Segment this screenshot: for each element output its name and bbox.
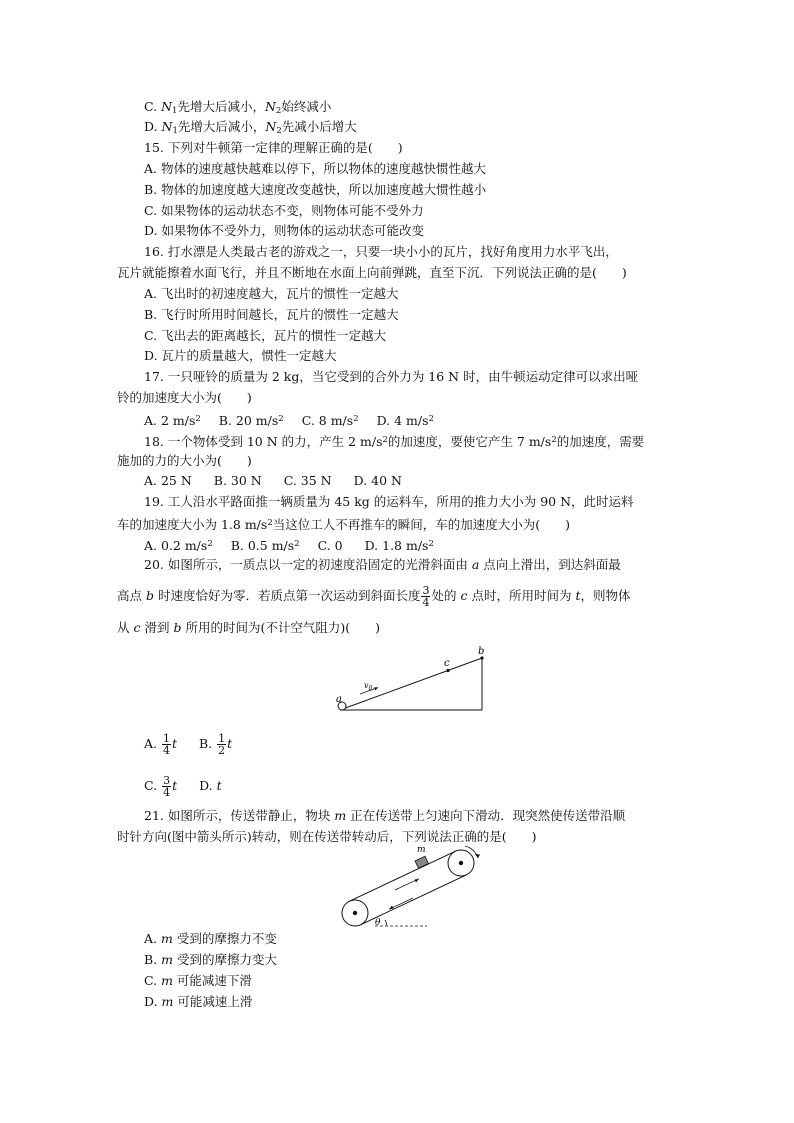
q17-option-a: A. 2 $m/s^2$ bbox=[144, 413, 201, 428]
q21-option-b: B. m 受到的摩擦力变大 bbox=[144, 952, 277, 967]
q16-option-a: A. 飞出时的初速度越大，瓦片的惯性一定越大 bbox=[144, 286, 399, 301]
label-c: c bbox=[444, 658, 450, 669]
q17-option-d: D. 4 $m/s^2$ bbox=[376, 413, 434, 428]
label-m: m bbox=[417, 845, 426, 855]
q17-stem-line1: 17. 一只哑铃的质量为 2 kg，当它受到的合外力为 16 N 时，由牛顿运动定律可以求出哑 bbox=[144, 369, 639, 384]
q19-option-b: B. 0.5 $m/s^2$ bbox=[230, 538, 300, 553]
q15-option-b: B. 物体的加速度越大速度改变越快，所以加速度越大惯性越小 bbox=[144, 182, 487, 197]
label-theta: θ bbox=[375, 918, 381, 928]
label-v0: $v_0$ bbox=[364, 681, 373, 692]
q21-option-c: C. m 可能减速下滑 bbox=[144, 973, 252, 988]
q19-stem-line1: 19. 工人沿水平路面推一辆质量为 45 kg 的运料车，所用的推力大小为 90 N，此时运料 bbox=[144, 494, 634, 509]
q15-option-c: C. 如果物体的运动状态不变，则物体可能不受外力 bbox=[144, 203, 424, 218]
q17-option-c: C. 8 $m/s^2$ bbox=[301, 413, 359, 428]
incline-diagram bbox=[330, 642, 500, 718]
q18-option-b: B. 30 N bbox=[213, 473, 262, 488]
conveyor-diagram bbox=[335, 840, 495, 930]
q18-option-c: C. 35 N bbox=[283, 473, 332, 488]
q21-option-a: A. m 受到的摩擦力不变 bbox=[144, 931, 277, 946]
q18-stem-line2: 施加的力的大小为( ) bbox=[117, 453, 252, 468]
q15-stem: 15. 下列对牛顿第一定律的理解正确的是( ) bbox=[144, 140, 403, 155]
q17-options bbox=[144, 411, 434, 429]
q19-option-a: A. 0.2 $m/s^2$ bbox=[144, 538, 213, 553]
q15-option-d: D. 如果物体不受外力，则物体的运动状态可能改变 bbox=[144, 223, 425, 238]
q21-stem-line1: 21. 如图所示，传送带静止，物块 m 正在传送带上匀速向下滑动．现突然使传送带沿顺 bbox=[144, 808, 626, 823]
q19-option-d: D. 1.8 $m/s^2$ bbox=[364, 538, 434, 553]
q20-stem-line2: 高点 b 时速度恰好为零．若质点第一次运动到斜面长度 $\frac{3}{4}$ 处的 c 点时，所用时间为 t，则物体 bbox=[117, 584, 631, 609]
q14-option-d: D. $N_1$先增大后减小，$N_2$先减小后增大 bbox=[144, 119, 357, 136]
label-b: b bbox=[478, 646, 485, 657]
q18-option-a: A. 25 N bbox=[144, 473, 192, 488]
q14-option-c: C. $N_1$先增大后减小，$N_2$始终减小 bbox=[144, 99, 332, 116]
q20-stem-line3: 从 c 滑到 b 所用的时间为(不计空气阻力)( ) bbox=[117, 620, 380, 635]
q16-option-b: B. 飞行时所用时间越长，瓦片的惯性一定越大 bbox=[144, 307, 399, 322]
q17-option-b: B. 20 $m/s^2$ bbox=[218, 413, 284, 428]
q16-option-c: C. 飞出去的距离越长，瓦片的惯性一定越大 bbox=[144, 328, 387, 343]
q18-options bbox=[144, 473, 402, 489]
q20-options-cd bbox=[144, 775, 222, 798]
q21-option-d: D. m 可能减速上滑 bbox=[144, 994, 253, 1009]
q15-option-a: A. 物体的速度越快越难以停下，所以物体的速度越快惯性越大 bbox=[144, 161, 486, 176]
fraction-three-quarters: $\frac{3}{4}$ bbox=[422, 584, 430, 609]
q17-stem-line2: 铃的加速度大小为( ) bbox=[117, 390, 252, 405]
label-a: a bbox=[336, 694, 342, 705]
q20-option-a: A. $\frac{1}{4}$ t bbox=[144, 732, 178, 757]
q20-stem-line1: 20. 如图所示，一质点以一定的初速度沿固定的光滑斜面由 a 点向上滑出，到达斜面最 bbox=[144, 557, 621, 572]
q20-option-b: B. $\frac{1}{2}$ t bbox=[199, 732, 233, 757]
q20-options-ab bbox=[144, 733, 232, 756]
q19-option-c: C. 0 bbox=[317, 538, 343, 553]
q16-stem-line1: 16. 打水漂是人类最古老的游戏之一，只要一块小小的瓦片，找好角度用力水平飞出， bbox=[144, 244, 618, 259]
q20-option-d: D. t bbox=[199, 778, 222, 793]
q16-stem-line2: 瓦片就能擦着水面飞行，并且不断地在水面上向前弹跳，直至下沉．下列说法正确的是( ) bbox=[117, 265, 627, 280]
q16-option-d: D. 瓦片的质量越大，惯性一定越大 bbox=[144, 348, 337, 363]
q19-stem-line2: 车的加速度大小为 1.8 $m/s^2$当这位工人不再推车的瞬间，车的加速度大小为( ) bbox=[117, 517, 570, 532]
q19-options bbox=[144, 536, 434, 554]
q18-option-d: D. 40 N bbox=[353, 473, 402, 488]
q21-stem-line2: 时针方向(图中箭头所示)转动，则在传送带转动后，下列说法正确的是( ) bbox=[117, 829, 537, 844]
q18-stem-line1: 18. 一个物体受到 10 N 的力，产生 2 $m/s^2$的加速度，要使它产生 7 $m/s^2$的加速度，需要 bbox=[144, 434, 645, 449]
q20-option-c: C. $\frac{3}{4}$ t bbox=[144, 774, 178, 799]
